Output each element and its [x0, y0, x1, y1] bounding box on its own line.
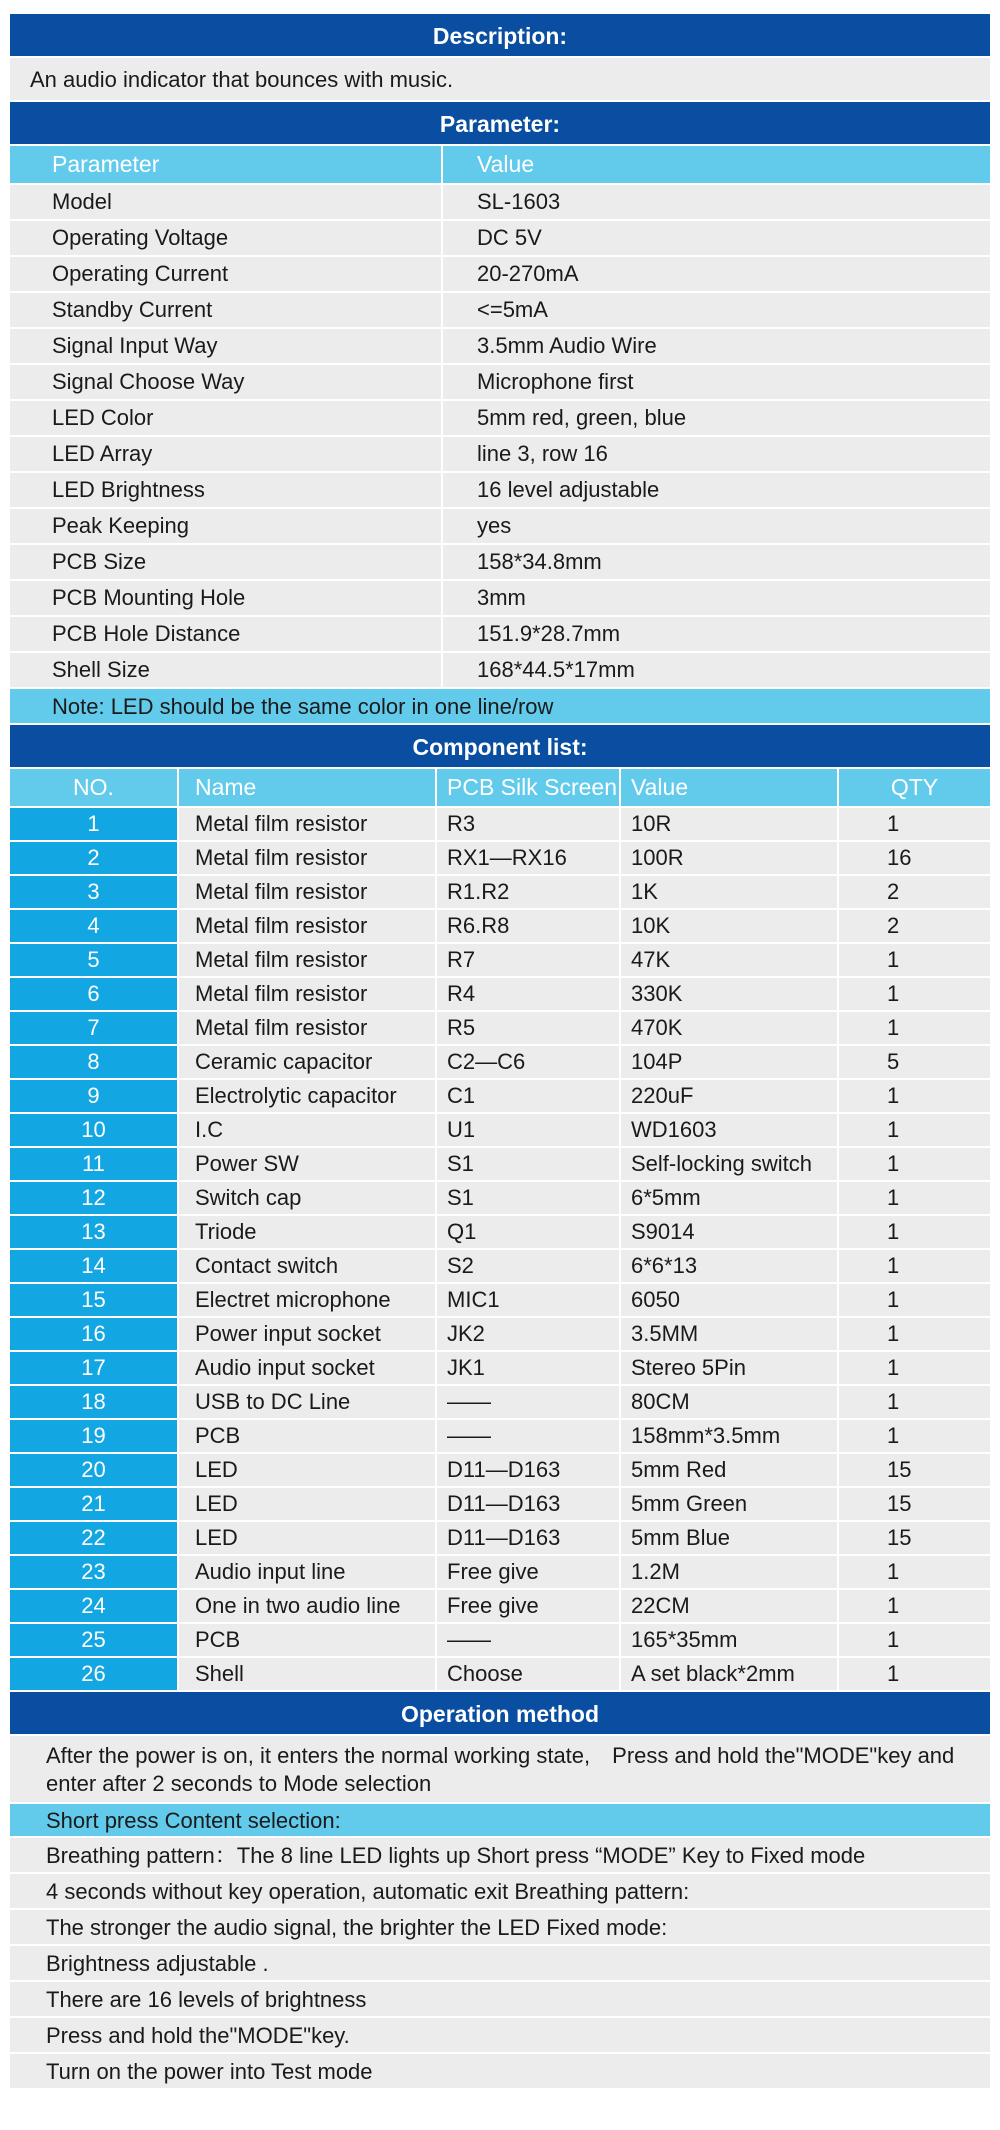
component-row — [10, 1453, 990, 1487]
component-row — [10, 1555, 990, 1589]
component-row — [10, 943, 990, 977]
component-name: Power input socket — [178, 1317, 436, 1351]
component-row — [10, 1521, 990, 1555]
component-name: LED — [178, 1521, 436, 1555]
component-value: S9014 — [620, 1215, 838, 1249]
component-pcb-silk-screen: —— — [436, 1623, 620, 1657]
parameter-name: Model — [10, 184, 442, 220]
component-qty: 1 — [838, 1555, 990, 1589]
component-qty: 15 — [838, 1521, 990, 1555]
component-no: 14 — [10, 1249, 178, 1283]
component-no: 23 — [10, 1555, 178, 1589]
component-no: 18 — [10, 1385, 178, 1419]
component-pcb-silk-screen: JK1 — [436, 1351, 620, 1385]
component-name: One in two audio line — [178, 1589, 436, 1623]
parameter-value: 3.5mm Audio Wire — [442, 328, 990, 364]
component-name: Metal film resistor — [178, 977, 436, 1011]
component-qty: 16 — [838, 841, 990, 875]
component-row — [10, 841, 990, 875]
component-row — [10, 1487, 990, 1521]
component-qty: 15 — [838, 1487, 990, 1521]
component-qty: 1 — [838, 1113, 990, 1147]
component-value: Stereo 5Pin — [620, 1351, 838, 1385]
operation-line: Press and hold the"MODE"key. — [10, 2018, 990, 2054]
component-name: LED — [178, 1453, 436, 1487]
component-pcb-silk-screen: U1 — [436, 1113, 620, 1147]
operation-line: 4 seconds without key operation, automatic exit Breathing pattern: — [10, 1874, 990, 1910]
component-row — [10, 1215, 990, 1249]
description-heading: Description: — [10, 14, 990, 58]
parameter-value: <=5mA — [442, 292, 990, 328]
operation-line: Brightness adjustable . — [10, 1946, 990, 1982]
component-no: 12 — [10, 1181, 178, 1215]
component-row — [10, 1249, 990, 1283]
component-value: 6*6*13 — [620, 1249, 838, 1283]
component-name: USB to DC Line — [178, 1385, 436, 1419]
component-value: 10K — [620, 909, 838, 943]
component-pcb-silk-screen: Q1 — [436, 1215, 620, 1249]
component-qty: 1 — [838, 1317, 990, 1351]
component-qty: 1 — [838, 1181, 990, 1215]
description-text: An audio indicator that bounces with music. — [10, 58, 990, 102]
component-row — [10, 1419, 990, 1453]
parameter-value: 151.9*28.7mm — [442, 616, 990, 652]
component-pcb-silk-screen: Free give — [436, 1589, 620, 1623]
parameter-value: 3mm — [442, 580, 990, 616]
component-pcb-silk-screen: RX1—RX16 — [436, 841, 620, 875]
parameter-name: Operating Voltage — [10, 220, 442, 256]
parameter-value: Microphone first — [442, 364, 990, 400]
component-value: 3.5MM — [620, 1317, 838, 1351]
component-no: 26 — [10, 1657, 178, 1691]
component-no: 15 — [10, 1283, 178, 1317]
component-qty: 1 — [838, 1589, 990, 1623]
parameter-row — [10, 436, 990, 472]
component-header-row — [10, 769, 990, 807]
component-row — [10, 1657, 990, 1691]
parameter-row — [10, 292, 990, 328]
parameter-row — [10, 256, 990, 292]
parameter-header-row — [10, 146, 990, 184]
parameter-value: 168*44.5*17mm — [442, 652, 990, 688]
component-row — [10, 1283, 990, 1317]
component-name: Audio input line — [178, 1555, 436, 1589]
component-name: Switch cap — [178, 1181, 436, 1215]
parameter-name: Operating Current — [10, 256, 442, 292]
component-no: 5 — [10, 943, 178, 977]
component-qty: 1 — [838, 1657, 990, 1691]
component-name: Triode — [178, 1215, 436, 1249]
component-name: Shell — [178, 1657, 436, 1691]
parameter-column-header: Parameter — [10, 146, 442, 184]
parameter-name: PCB Hole Distance — [10, 616, 442, 652]
component-name: Metal film resistor — [178, 875, 436, 909]
component-qty: 1 — [838, 977, 990, 1011]
component-name: I.C — [178, 1113, 436, 1147]
component-row — [10, 1589, 990, 1623]
component-name: Audio input socket — [178, 1351, 436, 1385]
component-value: 5mm Red — [620, 1453, 838, 1487]
component-no: 6 — [10, 977, 178, 1011]
parameter-name: LED Color — [10, 400, 442, 436]
parameter-value: 20-270mA — [442, 256, 990, 292]
parameter-row — [10, 472, 990, 508]
component-row — [10, 875, 990, 909]
parameter-value: 16 level adjustable — [442, 472, 990, 508]
component-qty: 1 — [838, 1215, 990, 1249]
component-no: 24 — [10, 1589, 178, 1623]
parameter-value: 5mm red, green, blue — [442, 400, 990, 436]
component-pcb-silk-screen: S2 — [436, 1249, 620, 1283]
component-value: 165*35mm — [620, 1623, 838, 1657]
parameter-row — [10, 616, 990, 652]
spec-sheet — [10, 14, 990, 2090]
component-name: Power SW — [178, 1147, 436, 1181]
component-name: LED — [178, 1487, 436, 1521]
parameter-name: Standby Current — [10, 292, 442, 328]
parameter-name: PCB Mounting Hole — [10, 580, 442, 616]
name-column-header: Name — [178, 769, 436, 807]
component-qty: 2 — [838, 875, 990, 909]
operation-line: The stronger the audio signal, the brighter the LED Fixed mode: — [10, 1910, 990, 1946]
component-no: 20 — [10, 1453, 178, 1487]
component-pcb-silk-screen: —— — [436, 1385, 620, 1419]
component-value: Self-locking switch — [620, 1147, 838, 1181]
component-row — [10, 1317, 990, 1351]
component-pcb-silk-screen: Free give — [436, 1555, 620, 1589]
component-pcb-silk-screen: S1 — [436, 1181, 620, 1215]
component-pcb-silk-screen: D11—D163 — [436, 1487, 620, 1521]
component-name: PCB — [178, 1419, 436, 1453]
component-pcb-silk-screen: R4 — [436, 977, 620, 1011]
component-no: 17 — [10, 1351, 178, 1385]
component-pcb-silk-screen: S1 — [436, 1147, 620, 1181]
component-value: 470K — [620, 1011, 838, 1045]
parameter-row — [10, 400, 990, 436]
component-pcb-silk-screen: R1.R2 — [436, 875, 620, 909]
operation-subheading: Short press Content selection: — [10, 1804, 990, 1838]
parameter-value: 158*34.8mm — [442, 544, 990, 580]
pcb-silk-screen-column-header: PCB Silk Screen — [436, 769, 620, 807]
value-column-header: Value — [620, 769, 838, 807]
component-pcb-silk-screen: C2—C6 — [436, 1045, 620, 1079]
component-name: Metal film resistor — [178, 909, 436, 943]
parameter-row — [10, 652, 990, 688]
component-no: 4 — [10, 909, 178, 943]
operation-line: Breathing pattern：The 8 line LED lights up Short press “MODE” Key to Fixed mode — [10, 1838, 990, 1874]
component-qty: 2 — [838, 909, 990, 943]
operation-line: There are 16 levels of brightness — [10, 1982, 990, 2018]
component-qty: 1 — [838, 1249, 990, 1283]
component-value: 330K — [620, 977, 838, 1011]
component-value: 100R — [620, 841, 838, 875]
component-qty: 1 — [838, 1283, 990, 1317]
component-value: A set black*2mm — [620, 1657, 838, 1691]
parameter-name: LED Brightness — [10, 472, 442, 508]
parameter-row — [10, 220, 990, 256]
parameter-row — [10, 364, 990, 400]
component-table — [10, 769, 990, 1692]
component-qty: 1 — [838, 1385, 990, 1419]
component-name: PCB — [178, 1623, 436, 1657]
component-qty: 5 — [838, 1045, 990, 1079]
component-qty: 1 — [838, 1147, 990, 1181]
parameter-table — [10, 146, 990, 689]
parameter-row — [10, 544, 990, 580]
component-qty: 1 — [838, 1011, 990, 1045]
operation-heading: Operation method — [10, 1692, 990, 1736]
component-qty: 1 — [838, 1623, 990, 1657]
component-value: 6050 — [620, 1283, 838, 1317]
component-name: Ceramic capacitor — [178, 1045, 436, 1079]
operation-lines — [10, 1838, 990, 2090]
component-value: 22CM — [620, 1589, 838, 1623]
parameter-row — [10, 580, 990, 616]
parameter-name: Shell Size — [10, 652, 442, 688]
parameter-note: Note: LED should be the same color in one line/row — [10, 689, 990, 725]
component-row — [10, 1147, 990, 1181]
component-qty: 1 — [838, 1351, 990, 1385]
component-name: Metal film resistor — [178, 807, 436, 841]
component-row — [10, 807, 990, 841]
component-pcb-silk-screen: D11—D163 — [436, 1521, 620, 1555]
component-value: 47K — [620, 943, 838, 977]
component-value: 80CM — [620, 1385, 838, 1419]
component-value: WD1603 — [620, 1113, 838, 1147]
operation-line: Turn on the power into Test mode — [10, 2054, 990, 2090]
parameter-value: DC 5V — [442, 220, 990, 256]
component-row — [10, 1045, 990, 1079]
component-no: 11 — [10, 1147, 178, 1181]
parameter-row — [10, 328, 990, 364]
component-pcb-silk-screen: JK2 — [436, 1317, 620, 1351]
parameter-heading: Parameter: — [10, 102, 990, 146]
component-qty: 1 — [838, 1079, 990, 1113]
component-pcb-silk-screen: C1 — [436, 1079, 620, 1113]
component-no: 1 — [10, 807, 178, 841]
component-row — [10, 1351, 990, 1385]
parameter-name: Peak Keeping — [10, 508, 442, 544]
component-pcb-silk-screen: R6.R8 — [436, 909, 620, 943]
component-pcb-silk-screen: Choose — [436, 1657, 620, 1691]
component-no: 21 — [10, 1487, 178, 1521]
component-pcb-silk-screen: MIC1 — [436, 1283, 620, 1317]
component-list-heading: Component list: — [10, 725, 990, 769]
component-name: Metal film resistor — [178, 841, 436, 875]
qty-column-header: QTY — [838, 769, 990, 807]
component-value: 10R — [620, 807, 838, 841]
component-value: 158mm*3.5mm — [620, 1419, 838, 1453]
component-pcb-silk-screen: R7 — [436, 943, 620, 977]
component-name: Electret microphone — [178, 1283, 436, 1317]
parameter-name: PCB Size — [10, 544, 442, 580]
component-no: 7 — [10, 1011, 178, 1045]
parameter-value: line 3, row 16 — [442, 436, 990, 472]
component-no: 3 — [10, 875, 178, 909]
component-name: Electrolytic capacitor — [178, 1079, 436, 1113]
component-qty: 1 — [838, 1419, 990, 1453]
component-row — [10, 1385, 990, 1419]
parameter-value: SL-1603 — [442, 184, 990, 220]
component-value: 104P — [620, 1045, 838, 1079]
component-value: 1K — [620, 875, 838, 909]
parameter-name: LED Array — [10, 436, 442, 472]
component-no: 19 — [10, 1419, 178, 1453]
component-no: 16 — [10, 1317, 178, 1351]
component-pcb-silk-screen: —— — [436, 1419, 620, 1453]
component-value: 220uF — [620, 1079, 838, 1113]
component-row — [10, 977, 990, 1011]
component-value: 5mm Green — [620, 1487, 838, 1521]
parameter-name: Signal Choose Way — [10, 364, 442, 400]
parameter-row — [10, 184, 990, 220]
value-column-header: Value — [442, 146, 990, 184]
component-no: 13 — [10, 1215, 178, 1249]
component-row — [10, 909, 990, 943]
component-pcb-silk-screen: R5 — [436, 1011, 620, 1045]
component-name: Contact switch — [178, 1249, 436, 1283]
component-pcb-silk-screen: R3 — [436, 807, 620, 841]
component-qty: 15 — [838, 1453, 990, 1487]
component-no: 9 — [10, 1079, 178, 1113]
component-no: 22 — [10, 1521, 178, 1555]
component-no: 25 — [10, 1623, 178, 1657]
component-qty: 1 — [838, 943, 990, 977]
parameter-value: yes — [442, 508, 990, 544]
component-value: 6*5mm — [620, 1181, 838, 1215]
component-row — [10, 1011, 990, 1045]
operation-intro: After the power is on, it enters the normal working state, Press and hold the"MODE"key and enter after 2 seconds to Mode selection — [10, 1736, 990, 1804]
component-no: 10 — [10, 1113, 178, 1147]
component-value: 5mm Blue — [620, 1521, 838, 1555]
component-name: Metal film resistor — [178, 1011, 436, 1045]
component-row — [10, 1623, 990, 1657]
parameter-name: Signal Input Way — [10, 328, 442, 364]
component-pcb-silk-screen: D11—D163 — [436, 1453, 620, 1487]
component-value: 1.2M — [620, 1555, 838, 1589]
component-qty: 1 — [838, 807, 990, 841]
component-row — [10, 1113, 990, 1147]
component-row — [10, 1079, 990, 1113]
component-row — [10, 1181, 990, 1215]
parameter-row — [10, 508, 990, 544]
component-no: 8 — [10, 1045, 178, 1079]
component-name: Metal film resistor — [178, 943, 436, 977]
component-no: 2 — [10, 841, 178, 875]
no-column-header: NO. — [10, 769, 178, 807]
